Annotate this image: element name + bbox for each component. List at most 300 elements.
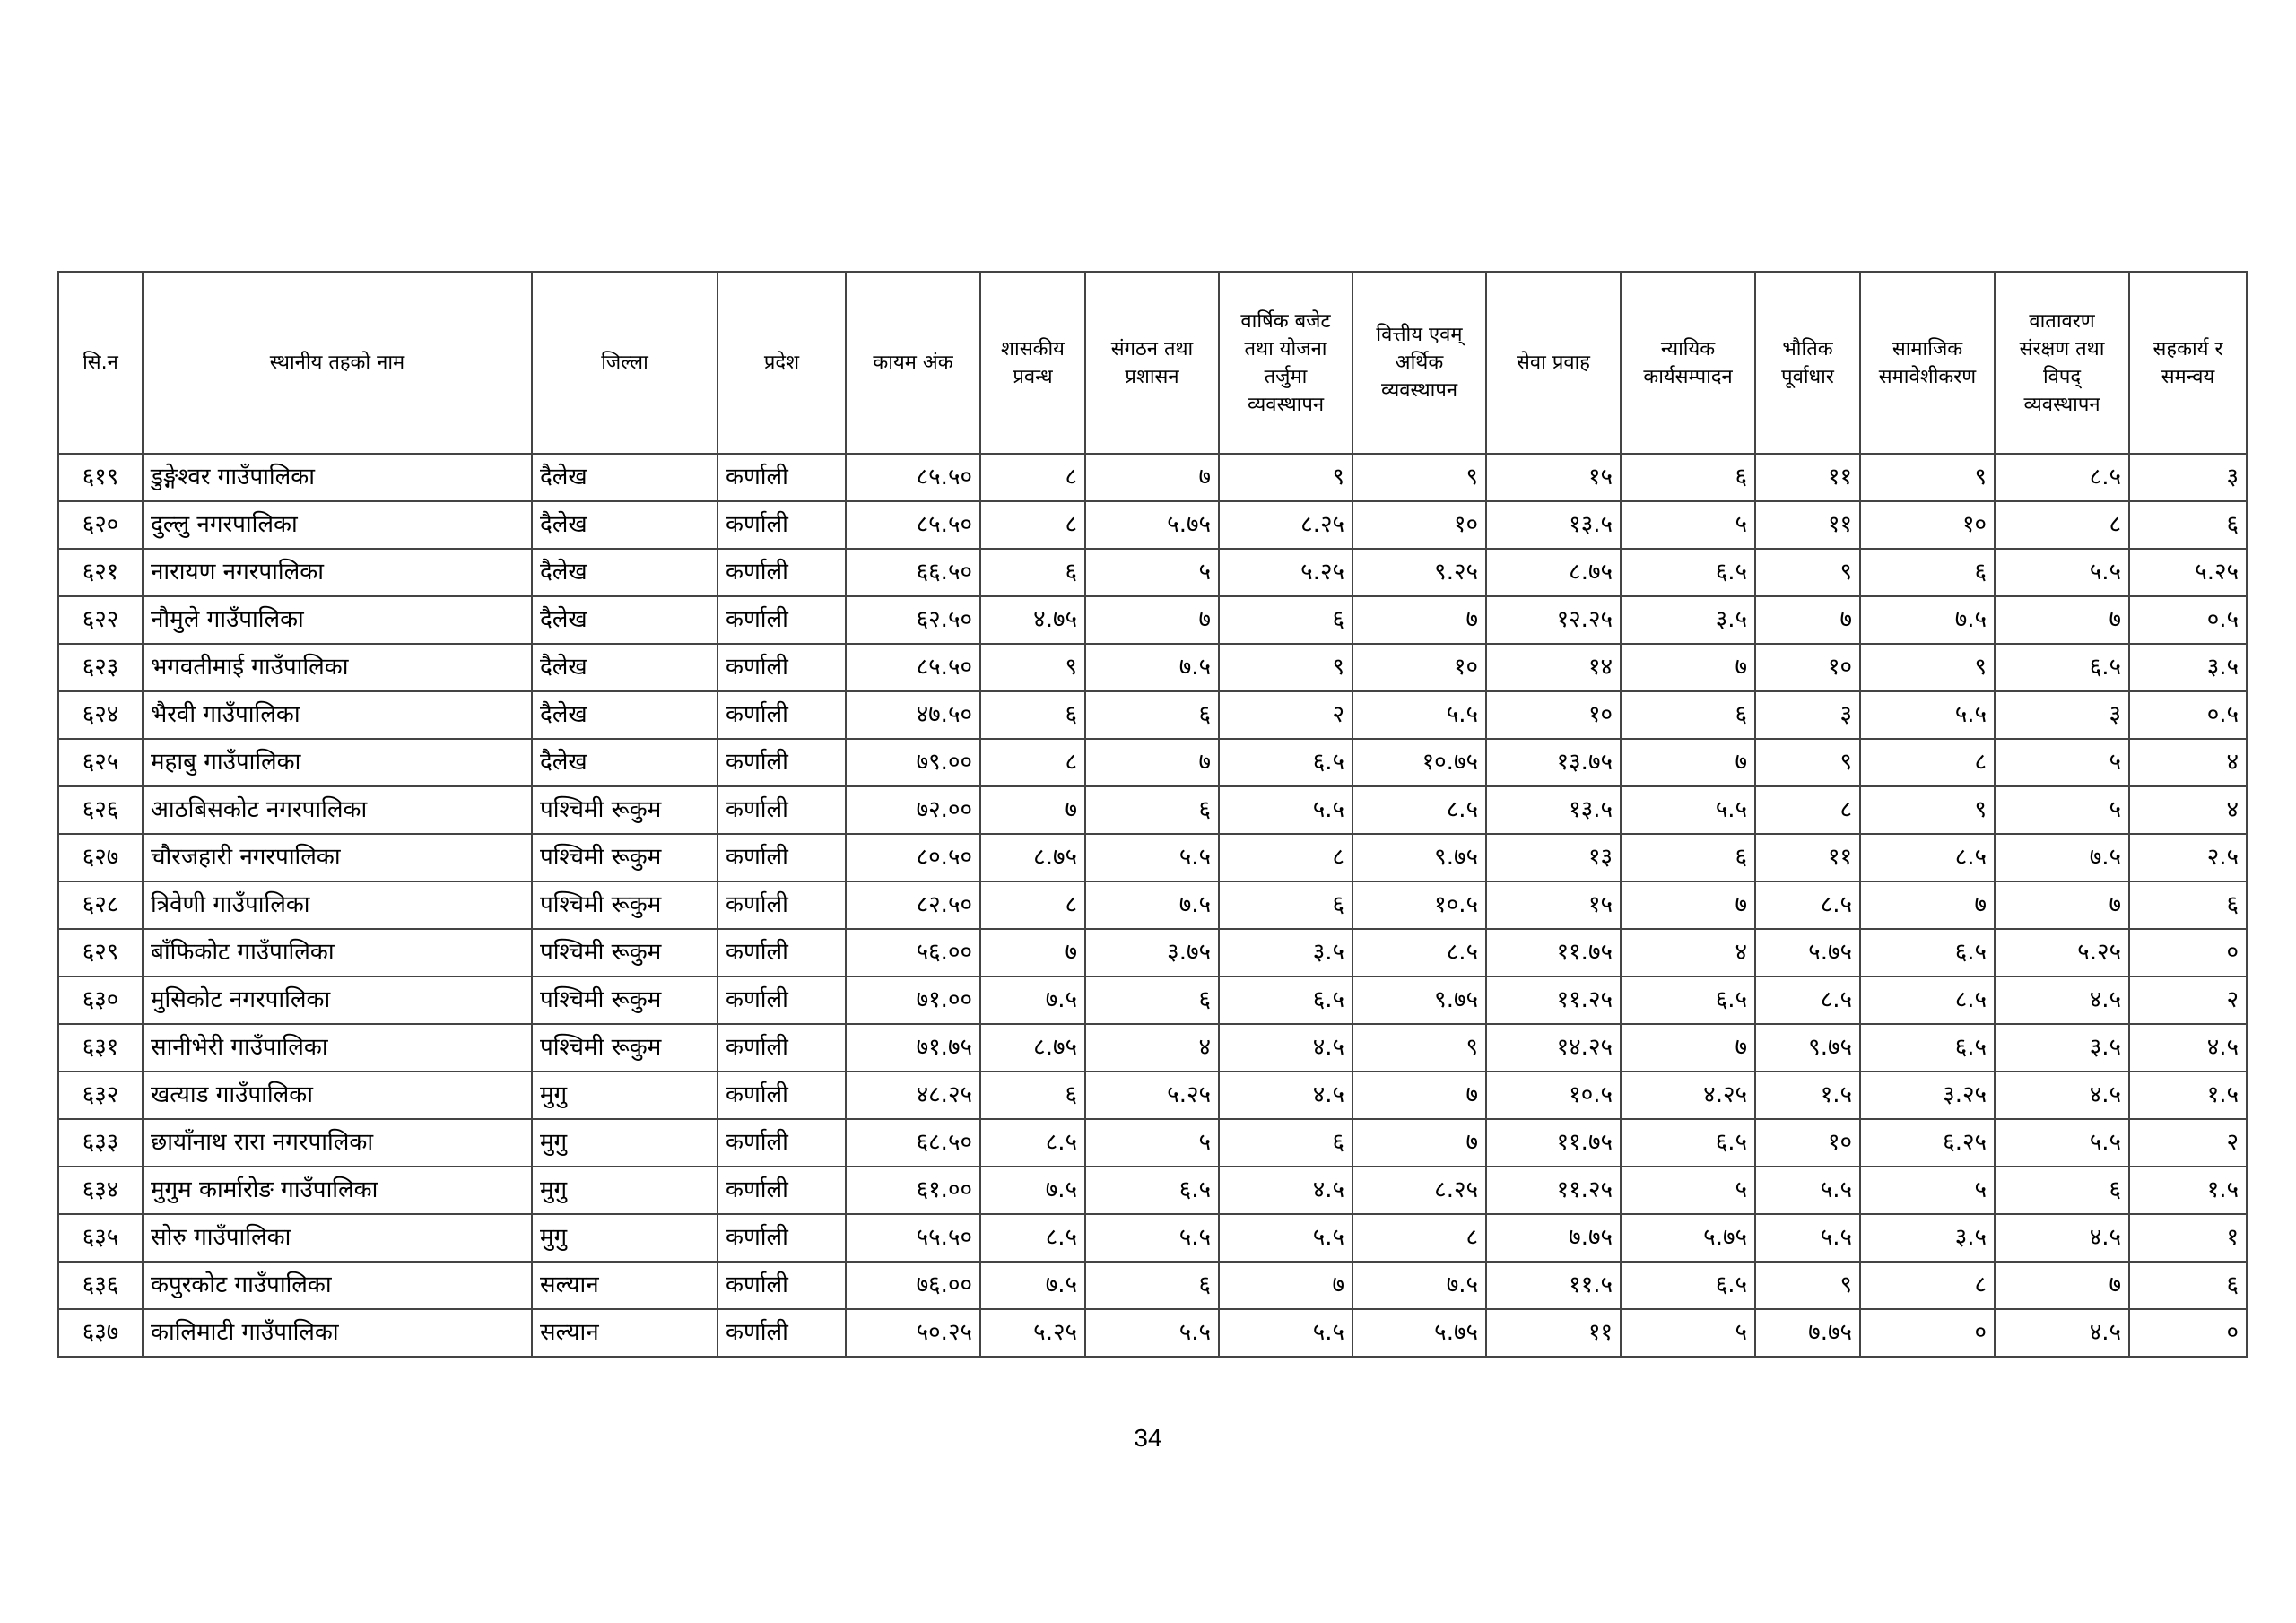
judicial-cell: ७ (1621, 644, 1755, 691)
budget-cell: ७ (1219, 1262, 1352, 1309)
organization-cell: ३.७५ (1085, 929, 1219, 976)
inclusion-cell: ३.२५ (1860, 1072, 1995, 1119)
table-row (58, 1024, 2247, 1072)
cooperation-cell: ४ (2129, 739, 2247, 786)
governance-cell: ८ (980, 454, 1085, 501)
header-service-delivery: सेवा प्रवाह (1486, 272, 1621, 454)
organization-cell: ५.५ (1085, 834, 1219, 881)
organization-cell: ७ (1085, 739, 1219, 786)
name-cell: कालिमाटी गाउँपालिका (143, 1309, 532, 1357)
governance-cell: ८ (980, 881, 1085, 929)
governance-cell: ८ (980, 501, 1085, 549)
inclusion-cell: ८ (1860, 1262, 1995, 1309)
finance-cell: ७ (1352, 1072, 1486, 1119)
judicial-cell: ५ (1621, 1309, 1755, 1357)
district-cell: सल्यान (532, 1309, 718, 1357)
score-cell: ८२.५० (846, 881, 980, 929)
province-cell: कर्णाली (718, 691, 846, 739)
province-cell: कर्णाली (718, 501, 846, 549)
header-province: प्रदेश (718, 272, 846, 454)
district-cell: दैलेख (532, 501, 718, 549)
header-cooperation-coordination: सहकार्य र समन्वय (2129, 272, 2247, 454)
organization-cell: ७ (1085, 454, 1219, 501)
table-row (58, 739, 2247, 786)
name-cell: चौरजहारी नगरपालिका (143, 834, 532, 881)
cooperation-cell: ४ (2129, 786, 2247, 834)
name-cell: भैरवी गाउँपालिका (143, 691, 532, 739)
score-cell: ७२.०० (846, 786, 980, 834)
name-cell: आठबिसकोट नगरपालिका (143, 786, 532, 834)
serial-cell: ६३७ (58, 1309, 143, 1357)
serial-cell: ६२८ (58, 881, 143, 929)
province-cell: कर्णाली (718, 1072, 846, 1119)
environment-cell: ३.५ (1995, 1024, 2129, 1072)
judicial-cell: ७ (1621, 1024, 1755, 1072)
environment-cell: ५.५ (1995, 549, 2129, 596)
table-row (58, 501, 2247, 549)
environment-cell: ५ (1995, 786, 2129, 834)
table-row (58, 976, 2247, 1024)
finance-cell: ९.७५ (1352, 976, 1486, 1024)
service-cell: ८.७५ (1486, 549, 1621, 596)
infrastructure-cell: ९ (1755, 549, 1860, 596)
serial-cell: ६१९ (58, 454, 143, 501)
serial-cell: ६२७ (58, 834, 143, 881)
name-cell: नारायण नगरपालिका (143, 549, 532, 596)
inclusion-cell: ८.५ (1860, 976, 1995, 1024)
table-row (58, 596, 2247, 644)
header-organization-administration: संगठन तथा प्रशासन (1085, 272, 1219, 454)
table-header-row (58, 272, 2247, 454)
infrastructure-cell: ७ (1755, 596, 1860, 644)
header-social-inclusion: सामाजिक समावेशीकरण (1860, 272, 1995, 454)
name-cell: डुङ्गेश्वर गाउँपालिका (143, 454, 532, 501)
governance-cell: ७ (980, 929, 1085, 976)
environment-cell: ८ (1995, 501, 2129, 549)
budget-cell: २ (1219, 691, 1352, 739)
table-row (58, 1119, 2247, 1167)
organization-cell: ७.५ (1085, 881, 1219, 929)
cooperation-cell: ० (2129, 1309, 2247, 1357)
name-cell: दुल्लु नगरपालिका (143, 501, 532, 549)
province-cell: कर्णाली (718, 454, 846, 501)
judicial-cell: ६.५ (1621, 1262, 1755, 1309)
finance-cell: १०.७५ (1352, 739, 1486, 786)
score-cell: ४८.२५ (846, 1072, 980, 1119)
province-cell: कर्णाली (718, 976, 846, 1024)
table-row (58, 1072, 2247, 1119)
infrastructure-cell: १.५ (1755, 1072, 1860, 1119)
name-cell: छायाँनाथ रारा नगरपालिका (143, 1119, 532, 1167)
serial-cell: ६२५ (58, 739, 143, 786)
cooperation-cell: ६ (2129, 501, 2247, 549)
header-budget-planning: वार्षिक बजेट तथा योजना तर्जुमा व्यवस्थापन (1219, 272, 1352, 454)
name-cell: नौमुले गाउँपालिका (143, 596, 532, 644)
page-number: 34 (1134, 1424, 1162, 1452)
table-body (58, 454, 2247, 1357)
organization-cell: ६ (1085, 691, 1219, 739)
serial-cell: ६३४ (58, 1167, 143, 1214)
infrastructure-cell: ११ (1755, 454, 1860, 501)
organization-cell: ६ (1085, 1262, 1219, 1309)
inclusion-cell: ३.५ (1860, 1214, 1995, 1262)
judicial-cell: ६ (1621, 834, 1755, 881)
district-cell: पश्चिमी रूकुम (532, 929, 718, 976)
budget-cell: ६.५ (1219, 739, 1352, 786)
province-cell: कर्णाली (718, 834, 846, 881)
environment-cell: ७.५ (1995, 834, 2129, 881)
score-cell: ६६.५० (846, 549, 980, 596)
service-cell: ७.७५ (1486, 1214, 1621, 1262)
service-cell: १४.२५ (1486, 1024, 1621, 1072)
budget-cell: ४.५ (1219, 1072, 1352, 1119)
governance-cell: ६ (980, 1072, 1085, 1119)
cooperation-cell: १ (2129, 1214, 2247, 1262)
cooperation-cell: २.५ (2129, 834, 2247, 881)
name-cell: मुसिकोट नगरपालिका (143, 976, 532, 1024)
service-cell: १०.५ (1486, 1072, 1621, 1119)
district-cell: दैलेख (532, 739, 718, 786)
district-cell: पश्चिमी रूकुम (532, 1024, 718, 1072)
governance-cell: ८.७५ (980, 1024, 1085, 1072)
serial-cell: ६२२ (58, 596, 143, 644)
governance-cell: ६ (980, 691, 1085, 739)
score-cell: ५५.५० (846, 1214, 980, 1262)
header-judicial-performance: न्यायिक कार्यसम्पादन (1621, 272, 1755, 454)
inclusion-cell: १० (1860, 501, 1995, 549)
district-cell: दैलेख (532, 596, 718, 644)
table-row (58, 834, 2247, 881)
name-cell: त्रिवेणी गाउँपालिका (143, 881, 532, 929)
finance-cell: १० (1352, 501, 1486, 549)
budget-cell: ६ (1219, 881, 1352, 929)
service-cell: १३.५ (1486, 786, 1621, 834)
cooperation-cell: ६ (2129, 881, 2247, 929)
district-cell: सल्यान (532, 1262, 718, 1309)
governance-cell: ७.५ (980, 976, 1085, 1024)
infrastructure-cell: ८.५ (1755, 976, 1860, 1024)
finance-cell: १०.५ (1352, 881, 1486, 929)
infrastructure-cell: ५.७५ (1755, 929, 1860, 976)
score-cell: ७९.०० (846, 739, 980, 786)
environment-cell: ७ (1995, 1262, 2129, 1309)
header-environment-disaster: वातावरण संरक्षण तथा विपद् व्यवस्थापन (1995, 272, 2129, 454)
service-cell: १२.२५ (1486, 596, 1621, 644)
budget-cell: ९ (1219, 454, 1352, 501)
environment-cell: ५.५ (1995, 1119, 2129, 1167)
finance-cell: ७.५ (1352, 1262, 1486, 1309)
province-cell: कर्णाली (718, 786, 846, 834)
table-row (58, 1167, 2247, 1214)
budget-cell: ५.५ (1219, 1309, 1352, 1357)
table-row (58, 881, 2247, 929)
governance-cell: ४.७५ (980, 596, 1085, 644)
service-cell: ११ (1486, 1309, 1621, 1357)
name-cell: कपुरकोट गाउँपालिका (143, 1262, 532, 1309)
judicial-cell: ३.५ (1621, 596, 1755, 644)
district-cell: मुगु (532, 1214, 718, 1262)
service-cell: ११.७५ (1486, 929, 1621, 976)
budget-cell: ६ (1219, 1119, 1352, 1167)
score-cell: ४७.५० (846, 691, 980, 739)
judicial-cell: ४ (1621, 929, 1755, 976)
organization-cell: ५ (1085, 549, 1219, 596)
budget-cell: ३.५ (1219, 929, 1352, 976)
environment-cell: ३ (1995, 691, 2129, 739)
district-cell: दैलेख (532, 691, 718, 739)
district-cell: दैलेख (532, 454, 718, 501)
serial-cell: ६३१ (58, 1024, 143, 1072)
inclusion-cell: ० (1860, 1309, 1995, 1357)
province-cell: कर्णाली (718, 1262, 846, 1309)
infrastructure-cell: ८ (1755, 786, 1860, 834)
table-row (58, 1262, 2247, 1309)
cooperation-cell: ० (2129, 929, 2247, 976)
serial-cell: ६३३ (58, 1119, 143, 1167)
header-final-score: कायम अंक (846, 272, 980, 454)
serial-cell: ६२४ (58, 691, 143, 739)
judicial-cell: ५.७५ (1621, 1214, 1755, 1262)
budget-cell: ५.२५ (1219, 549, 1352, 596)
finance-cell: ७ (1352, 1119, 1486, 1167)
organization-cell: ५.७५ (1085, 501, 1219, 549)
cooperation-cell: ३.५ (2129, 644, 2247, 691)
governance-cell: ७ (980, 786, 1085, 834)
service-cell: १३ (1486, 834, 1621, 881)
budget-cell: ४.५ (1219, 1167, 1352, 1214)
service-cell: १३.५ (1486, 501, 1621, 549)
cooperation-cell: ४.५ (2129, 1024, 2247, 1072)
header-financial-management: वित्तीय एवम् अर्थिक व्यवस्थापन (1352, 272, 1486, 454)
province-cell: कर्णाली (718, 1119, 846, 1167)
organization-cell: ४ (1085, 1024, 1219, 1072)
organization-cell: ६ (1085, 976, 1219, 1024)
district-cell: मुगु (532, 1072, 718, 1119)
serial-cell: ६२३ (58, 644, 143, 691)
name-cell: महाबु गाउँपालिका (143, 739, 532, 786)
cooperation-cell: १.५ (2129, 1167, 2247, 1214)
header-governance: शासकीय प्रवन्ध (980, 272, 1085, 454)
finance-cell: ८.५ (1352, 786, 1486, 834)
inclusion-cell: ९ (1860, 454, 1995, 501)
district-cell: पश्चिमी रूकुम (532, 881, 718, 929)
province-cell: कर्णाली (718, 644, 846, 691)
service-cell: ११.२५ (1486, 1167, 1621, 1214)
district-cell: दैलेख (532, 549, 718, 596)
district-cell: पश्चिमी रूकुम (532, 976, 718, 1024)
cooperation-cell: ०.५ (2129, 691, 2247, 739)
budget-cell: ८.२५ (1219, 501, 1352, 549)
header-serial: सि.न (58, 272, 143, 454)
header-local-level-name: स्थानीय तहको नाम (143, 272, 532, 454)
budget-cell: ५.५ (1219, 786, 1352, 834)
score-cell: ५६.०० (846, 929, 980, 976)
service-cell: १५ (1486, 454, 1621, 501)
district-cell: पश्चिमी रूकुम (532, 834, 718, 881)
district-cell: मुगु (532, 1167, 718, 1214)
inclusion-cell: ७ (1860, 881, 1995, 929)
infrastructure-cell: ३ (1755, 691, 1860, 739)
inclusion-cell: ८ (1860, 739, 1995, 786)
budget-cell: ८ (1219, 834, 1352, 881)
budget-cell: ६ (1219, 596, 1352, 644)
service-cell: १३.७५ (1486, 739, 1621, 786)
inclusion-cell: ६.२५ (1860, 1119, 1995, 1167)
environment-cell: ६ (1995, 1167, 2129, 1214)
environment-cell: ४.५ (1995, 976, 2129, 1024)
score-cell: ८५.५० (846, 501, 980, 549)
judicial-cell: ७ (1621, 881, 1755, 929)
infrastructure-cell: ९ (1755, 1262, 1860, 1309)
score-cell: ७१.०० (846, 976, 980, 1024)
judicial-cell: ६ (1621, 691, 1755, 739)
environment-cell: ५.२५ (1995, 929, 2129, 976)
infrastructure-cell: ११ (1755, 834, 1860, 881)
serial-cell: ६२० (58, 501, 143, 549)
cooperation-cell: २ (2129, 1119, 2247, 1167)
service-cell: १५ (1486, 881, 1621, 929)
organization-cell: ६ (1085, 786, 1219, 834)
environment-cell: ४.५ (1995, 1214, 2129, 1262)
finance-cell: ५.७५ (1352, 1309, 1486, 1357)
finance-cell: ७ (1352, 596, 1486, 644)
cooperation-cell: १.५ (2129, 1072, 2247, 1119)
inclusion-cell: ७.५ (1860, 596, 1995, 644)
judicial-cell: ६.५ (1621, 1119, 1755, 1167)
score-cell: ८५.५० (846, 644, 980, 691)
serial-cell: ६३० (58, 976, 143, 1024)
table-row (58, 1214, 2247, 1262)
score-cell: ६१.०० (846, 1167, 980, 1214)
district-cell: दैलेख (532, 644, 718, 691)
cooperation-cell: ६ (2129, 1262, 2247, 1309)
judicial-cell: ६.५ (1621, 976, 1755, 1024)
budget-cell: ९ (1219, 644, 1352, 691)
inclusion-cell: ५.५ (1860, 691, 1995, 739)
header-physical-infrastructure: भौतिक पूर्वाधार (1755, 272, 1860, 454)
service-cell: १० (1486, 691, 1621, 739)
header-district: जिल्ला (532, 272, 718, 454)
budget-cell: ६.५ (1219, 976, 1352, 1024)
judicial-cell: ६ (1621, 454, 1755, 501)
governance-cell: ९ (980, 644, 1085, 691)
environment-cell: ४.५ (1995, 1072, 2129, 1119)
province-cell: कर्णाली (718, 1167, 846, 1214)
infrastructure-cell: ७.७५ (1755, 1309, 1860, 1357)
governance-cell: ८.७५ (980, 834, 1085, 881)
organization-cell: ७ (1085, 596, 1219, 644)
province-cell: कर्णाली (718, 1024, 846, 1072)
organization-cell: ७.५ (1085, 644, 1219, 691)
environment-cell: ५ (1995, 739, 2129, 786)
province-cell: कर्णाली (718, 1214, 846, 1262)
governance-cell: ६ (980, 549, 1085, 596)
environment-cell: ८.५ (1995, 454, 2129, 501)
district-cell: मुगु (532, 1119, 718, 1167)
organization-cell: ५.५ (1085, 1214, 1219, 1262)
governance-cell: ७.५ (980, 1167, 1085, 1214)
serial-cell: ६२१ (58, 549, 143, 596)
score-cell: ७१.७५ (846, 1024, 980, 1072)
environment-cell: ६.५ (1995, 644, 2129, 691)
serial-cell: ६२६ (58, 786, 143, 834)
infrastructure-cell: १० (1755, 644, 1860, 691)
score-cell: ८०.५० (846, 834, 980, 881)
judicial-cell: ५.५ (1621, 786, 1755, 834)
table-row (58, 454, 2247, 501)
name-cell: सोरु गाउँपालिका (143, 1214, 532, 1262)
environment-cell: ४.५ (1995, 1309, 2129, 1357)
inclusion-cell: ९ (1860, 644, 1995, 691)
organization-cell: ५ (1085, 1119, 1219, 1167)
inclusion-cell: ६.५ (1860, 929, 1995, 976)
finance-cell: ९ (1352, 1024, 1486, 1072)
infrastructure-cell: ८.५ (1755, 881, 1860, 929)
environment-cell: ७ (1995, 596, 2129, 644)
score-cell: ६२.५० (846, 596, 980, 644)
province-cell: कर्णाली (718, 929, 846, 976)
district-cell: पश्चिमी रूकुम (532, 786, 718, 834)
finance-cell: ५.५ (1352, 691, 1486, 739)
infrastructure-cell: ५.५ (1755, 1167, 1860, 1214)
inclusion-cell: ५ (1860, 1167, 1995, 1214)
infrastructure-cell: ५.५ (1755, 1214, 1860, 1262)
budget-cell: ४.५ (1219, 1024, 1352, 1072)
infrastructure-cell: ९.७५ (1755, 1024, 1860, 1072)
finance-cell: ९.२५ (1352, 549, 1486, 596)
table-row (58, 786, 2247, 834)
score-cell: ७६.०० (846, 1262, 980, 1309)
infrastructure-cell: ११ (1755, 501, 1860, 549)
finance-cell: ८.५ (1352, 929, 1486, 976)
judicial-cell: ५ (1621, 501, 1755, 549)
province-cell: कर्णाली (718, 549, 846, 596)
organization-cell: ५.२५ (1085, 1072, 1219, 1119)
budget-cell: ५.५ (1219, 1214, 1352, 1262)
table-row (58, 1309, 2247, 1357)
organization-cell: ५.५ (1085, 1309, 1219, 1357)
inclusion-cell: ६.५ (1860, 1024, 1995, 1072)
finance-cell: १० (1352, 644, 1486, 691)
name-cell: बाँफिकोट गाउँपालिका (143, 929, 532, 976)
name-cell: खत्याड गाउँपालिका (143, 1072, 532, 1119)
finance-cell: ९ (1352, 454, 1486, 501)
governance-cell: ५.२५ (980, 1309, 1085, 1357)
service-cell: ११.२५ (1486, 976, 1621, 1024)
serial-cell: ६३५ (58, 1214, 143, 1262)
judicial-cell: ६.५ (1621, 549, 1755, 596)
inclusion-cell: ९ (1860, 786, 1995, 834)
serial-cell: ६२९ (58, 929, 143, 976)
score-cell: ५०.२५ (846, 1309, 980, 1357)
governance-cell: ८.५ (980, 1119, 1085, 1167)
infrastructure-cell: १० (1755, 1119, 1860, 1167)
province-cell: कर्णाली (718, 1309, 846, 1357)
governance-cell: ७.५ (980, 1262, 1085, 1309)
score-cell: ८५.५० (846, 454, 980, 501)
inclusion-cell: ६ (1860, 549, 1995, 596)
municipality-scores-table (57, 271, 2248, 1358)
judicial-cell: ५ (1621, 1167, 1755, 1214)
judicial-cell: ७ (1621, 739, 1755, 786)
table-row (58, 929, 2247, 976)
environment-cell: ७ (1995, 881, 2129, 929)
governance-cell: ८.५ (980, 1214, 1085, 1262)
table-row (58, 691, 2247, 739)
cooperation-cell: ५.२५ (2129, 549, 2247, 596)
province-cell: कर्णाली (718, 739, 846, 786)
finance-cell: ९.७५ (1352, 834, 1486, 881)
